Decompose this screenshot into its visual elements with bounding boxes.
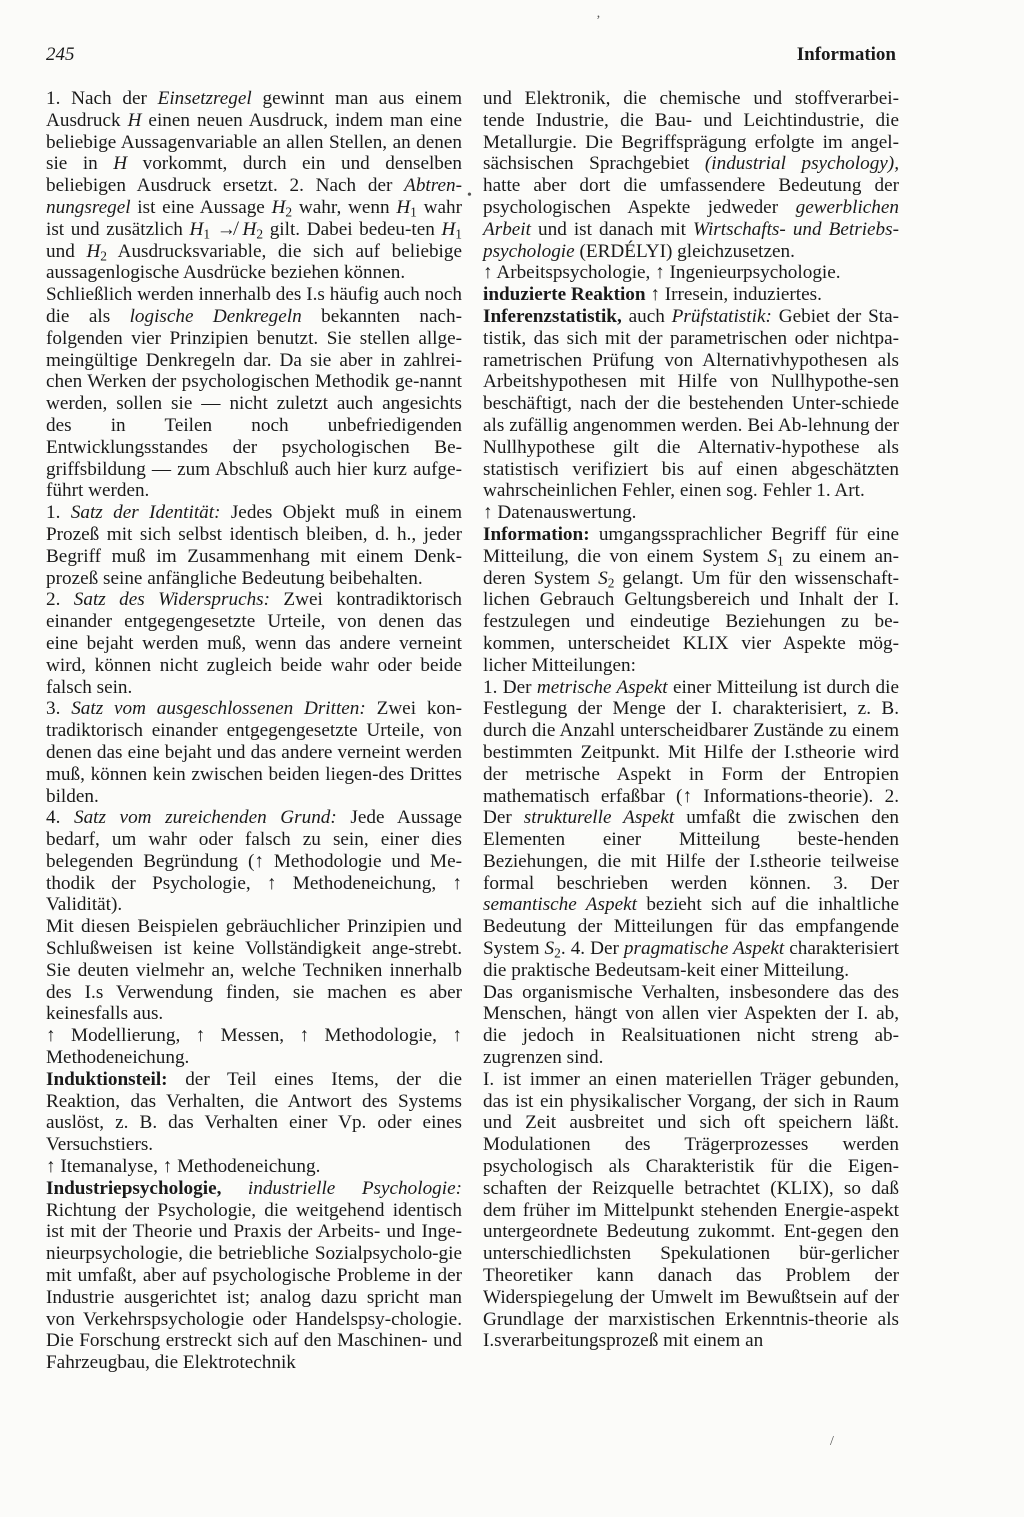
paragraph: 1. Nach der Einsetzregel gewinnt man aus einem Ausdruck H einen neuen Ausdruck, indem man eine beliebige Aussagenvariable an allen Stellen, an denen sie in H vorkommt, durch ein und denselben beliebigen Ausdruck ersetzt. 2. Nach der Abtren-nungsregel ist eine Aussage $H_2$ wahr, wenn $H_1$ wahr ist und zusätzlich $H_1$ ↛ $H_2$ gilt. Dabei bedeu-ten $H_1$ und $H_2$ Ausdrucksvariable, die sich auf beliebige aussagenlogische Ausdrücke beziehen können. bbox=[46, 88, 463, 284]
entry-information: Information: umgangssprachlicher Begriff für eine Mitteilung, die von einem System $S_1$ zu einem an-deren System $S_2$ gelangt. Um für den wissenschaft-lichen Gebrauch Geltungsbereich und Inhalt der I. festzulegen und eindeutige Beziehungen zu be-kommen, unterscheidet KLIX vier Aspekte mög-licher Mitteilungen: bbox=[483, 523, 899, 676]
paragraph: Schließlich werden innerhalb des I.s häufig auch noch die als logische Denkregeln bekannten nach-folgenden vier Prinzipien benutzt. Sie stellen allge-meingültige Denkregeln dar. Da sie aber in zahlrei-chen Werken der psychologischen Methodik ge-nannt werden, sollen sie — nicht zuletzt auch angesichts des in Teilen noch unbefriedigenden Entwicklungsstandes der psychologischen Be-griffsbildung — zum Abschluß auch hier kurz aufge-führt werden. bbox=[46, 284, 462, 502]
entry-inferenzstatistik: Inferenzstatistik, auch Prüfstatistik: Gebiet der Sta-tistik, das sich mit der parametrischen oder nichtpa-rametrischen Prüfung von Alternativhypothesen als Arbeitshypothesen mit Hilfe von Nullhypothe-sen beschäftigt, nach der die bestehenden Unter-schiede als zufällig angenommen werden. Bei Ab-lehnung der Nullhypothese gilt die Alternativ-hypothese als statistisch verifiziert bis auf einen abgeschätzten wahrscheinlichen Fehler, einen sog. Fehler 1. Art. bbox=[483, 305, 899, 502]
entry-induktionsteil: Induktionsteil: der Teil eines Items, der die Reaktion, das Verhalten, die Antwort des Systems auslöst, z. B. das Verhalten einer Vp. oder eines Versuchstiers. bbox=[46, 1068, 462, 1156]
paragraph: 1. Der metrische Aspekt einer Mitteilung ist durch die Festlegung der Menge der I. charakterisiert, z. B. durch die Anzahl unterscheidbarer Zustände zu einem bestimmten Zeitpunkt. Mit Hilfe der I.stheorie wird der metrische Aspekt in Form der Entropien mathematisch erfaßbar (↑ Informations-theorie). 2. Der strukturelle Aspekt umfaßt die zwischen den Elementen einer Mitteilung beste-henden Beziehungen, die mit Hilfe der I.stheorie teilweise formal beschrieben werden können. 3. Der semantische Aspekt bezieht sich auf die inhaltliche Bedeutung der Mitteilungen für das empfangende System $S_2$. 4. Der pragmatische Aspekt charakterisiert die praktische Bedeutsam-keit einer Mitteilung. bbox=[483, 676, 899, 981]
principle-sufficient-reason: 4. Satz vom zureichenden Grund: Jede Aussage bedarf, um wahr oder falsch zu sein, einer dies belegenden Begründung (↑ Methodologie und Me-thodik der Psychologie, ↑ Methodeneichung, ↑ Validität). bbox=[46, 807, 462, 916]
scan-speck: / bbox=[830, 1434, 834, 1449]
paragraph: Das organismische Verhalten, insbesondere das des Menschen, hängt von allen vier Aspekten der I. ab, die jedoch in Realsituationen nicht streng ab-zugrenzen sind. bbox=[483, 981, 899, 1069]
entry-induzierte-reaktion: induzierte Reaktion ↑ Irresein, induziertes. bbox=[483, 284, 822, 306]
principle-excluded-middle: 3. Satz vom ausgeschlossenen Dritten: Zwei kon-tradiktorisch einander entgegengesetzte Urteile, von denen das eine bejaht und das andere verneint werden muß, können kein zwischen beiden liegen-des Drittes bilden. bbox=[46, 698, 462, 807]
page-number: 245 bbox=[46, 44, 75, 65]
running-head: Information bbox=[796, 44, 896, 65]
scan-speck: ‚ bbox=[596, 6, 601, 21]
cross-reference: ↑ Modellierung, ↑ Messen, ↑ Methodologie, ↑ Methodeneichung. bbox=[46, 1025, 462, 1069]
paragraph: und Elektronik, die chemische und stoffverarbei-tende Industrie, die Bau- und Leichtindustrie, die Metallurgie. Die Begriffsprägung erfolgte im angel-sächsischen Sprachgebiet (industrial psychology), hatte aber dort die umfassendere Bedeutung der psychologischen Aspekte jedweder gewerblichen Arbeit und ist danach mit Wirtschafts- und Betriebs-psychologie (ERDÉLYI) gleichzusetzen. bbox=[483, 88, 900, 262]
principle-identity: 1. Satz der Identität: Jedes Objekt muß in einem Prozeß mit sich selbst identisch bleiben, d. h., jeder Begriff muß im Zusammenhang mit einem Denk-prozeß seine anfängliche Bedeutung beibehalten. bbox=[46, 502, 463, 589]
entry-industriepsychologie: Industriepsychologie, industrielle Psychologie: Richtung der Psychologie, die weitgehend identisch ist mit der Theorie und Praxis der Arbeits- und Inge-nieurpsychologie, die betriebliche Sozialpsycholo-gie mit umfaßt, aber auf psychologische Probleme in der Industrie ausgerichtet ist; analog dazu spricht man von Verkehrspsychologie oder Handelspsy-chologie. Die Forschung erstreckt sich auf den Maschinen- und Fahrzeugbau, die Elektrotechnik bbox=[46, 1177, 462, 1374]
left-column bbox=[46, 88, 462, 1374]
principle-contradiction: 2. Satz des Widerspruchs: Zwei kontradiktorisch einander entgegengesetzte Urteile, von denen das eine bejaht werden muß, wenn das andere verneint wird, können nicht zugleich beide wahr oder beide falsch sein. bbox=[46, 589, 463, 698]
paragraph: Mit diesen Beispielen gebräuchlicher Prinzipien und Schlußweisen ist keine Vollständigkeit ange-strebt. Sie deuten vielmehr an, welche Techniken innerhalb des I.s Verwendung finden, sie machen es aber keinesfalls aus. bbox=[46, 916, 462, 1025]
scan-speck: • bbox=[467, 188, 472, 203]
paragraph: I. ist immer an einen materiellen Träger gebunden, das ist ein physikalischer Vorgang, der sich in Raum und Zeit ausbreitet und sich oft speichern läßt. Modulationen des Trägerprozesses werden psychologisch als Charakteristik für die Eigen-schaften der Reizquelle betrachtet (KLIX), so daß dem früher im Mittelpunkt stehenden Energie-aspekt untergeordnete Bedeutung zukommt. Ent-gegen den unterschiedlichsten Spekulationen bür-gerlicher Theoretiker kann danach das Problem der Widerspiegelung der Umwelt im Bewußtsein auf der Grundlage der marxistischen Erkenntnis-theorie als I.sverarbeitungsprozeß mit einem an bbox=[483, 1068, 899, 1352]
right-column bbox=[483, 88, 899, 1352]
cross-reference: ↑ Datenauswertung. bbox=[483, 502, 637, 524]
cross-reference: ↑ Itemanalyse, ↑ Methodeneichung. bbox=[46, 1156, 321, 1178]
cross-reference: ↑ Arbeitspsychologie, ↑ Ingenieurpsychologie. bbox=[483, 262, 841, 284]
